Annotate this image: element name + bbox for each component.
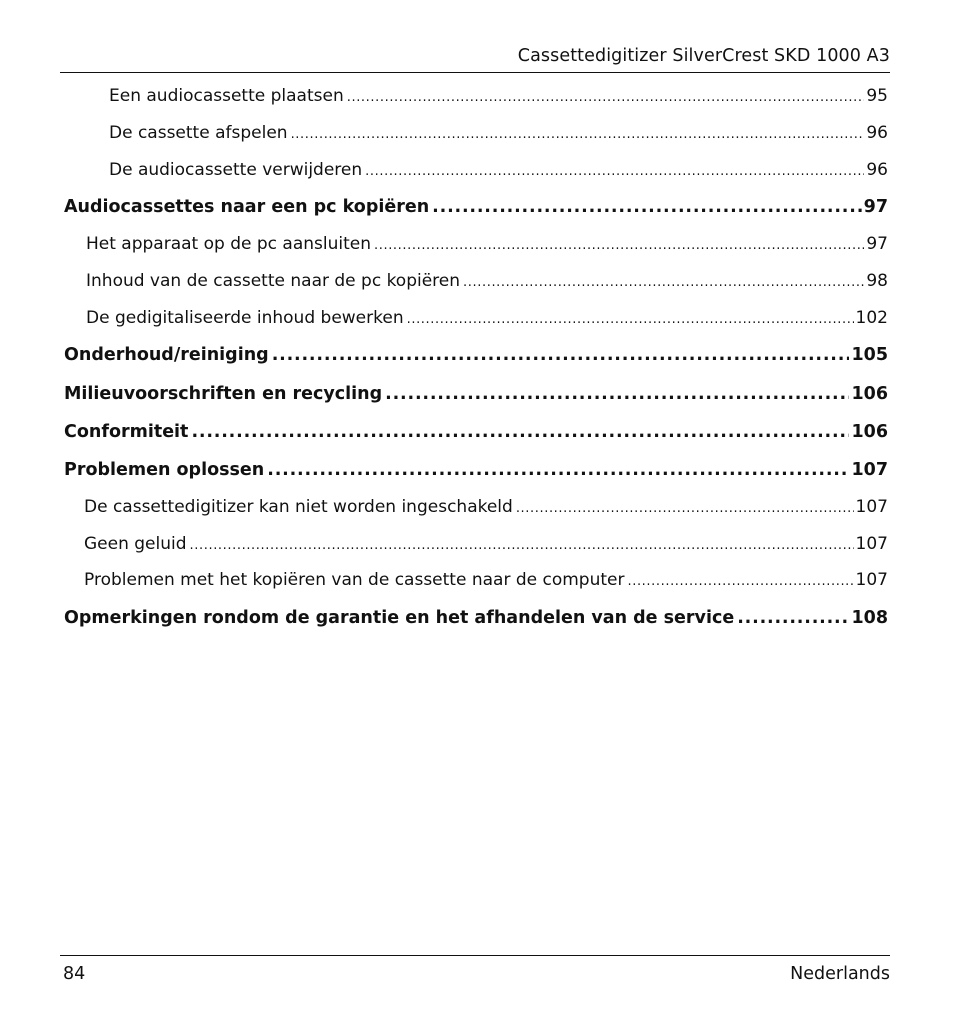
toc-section-page: 107 xyxy=(851,460,888,480)
toc-entry-page: 107 xyxy=(855,497,888,517)
toc-section-page: 106 xyxy=(851,384,888,404)
toc-entry-label: De audiocassette verwijderen xyxy=(109,160,363,180)
dot-leader xyxy=(291,127,865,142)
dot-leader xyxy=(365,164,864,179)
toc-entry[interactable] xyxy=(86,271,888,295)
toc-section[interactable] xyxy=(64,460,888,484)
toc-section-label: Onderhoud/reiniging xyxy=(64,345,269,365)
footer-rule xyxy=(60,955,890,956)
toc-entry-page: 107 xyxy=(855,570,888,590)
toc-section-label: Conformiteit xyxy=(64,422,189,442)
toc-section[interactable] xyxy=(64,345,888,369)
dot-leader xyxy=(385,384,849,404)
toc-section[interactable] xyxy=(64,197,888,221)
toc-entry[interactable] xyxy=(84,497,888,521)
toc-entry-page: 98 xyxy=(866,271,888,291)
toc-entry[interactable] xyxy=(109,160,888,184)
dot-leader xyxy=(267,460,849,480)
toc-entry[interactable] xyxy=(109,86,888,110)
toc-entry-label: De cassettedigitizer kan niet worden ingeschakeld xyxy=(84,497,513,517)
toc-section[interactable] xyxy=(64,608,888,632)
toc-section-label: Problemen oplossen xyxy=(64,460,265,480)
toc-entry[interactable] xyxy=(86,308,888,332)
toc-entry-label: De gedigitaliseerde inhoud bewerken xyxy=(86,308,404,328)
dot-leader xyxy=(347,90,865,105)
dot-leader xyxy=(737,608,849,628)
toc-entry-label: Inhoud van de cassette naar de pc kopiëren xyxy=(86,271,461,291)
dot-leader xyxy=(190,538,854,553)
toc-entry[interactable] xyxy=(84,534,888,558)
toc-section-page: 105 xyxy=(851,345,888,365)
toc-entry[interactable] xyxy=(84,570,888,594)
toc-entry-page: 107 xyxy=(855,534,888,554)
toc-section[interactable] xyxy=(64,422,888,446)
dot-leader xyxy=(516,501,854,516)
toc-entry-label: Het apparaat op de pc aansluiten xyxy=(86,234,371,254)
footer-language: Nederlands xyxy=(790,964,890,984)
dot-leader xyxy=(463,275,864,290)
toc-section-label: Opmerkingen rondom de garantie en het afhandelen van de service xyxy=(64,608,735,628)
dot-leader xyxy=(272,345,850,365)
toc-section-page: 97 xyxy=(863,197,888,217)
toc-section-page: 106 xyxy=(851,422,888,442)
toc-entry-page: 97 xyxy=(866,234,888,254)
toc-section[interactable] xyxy=(64,384,888,408)
dot-leader xyxy=(432,197,861,217)
dot-leader xyxy=(191,422,849,442)
toc-entry-page: 95 xyxy=(866,86,888,106)
toc-entry-page: 102 xyxy=(855,308,888,328)
toc-entry-page: 96 xyxy=(866,123,888,143)
running-header-title: Cassettedigitizer SilverCrest SKD 1000 A3 xyxy=(517,46,890,66)
toc-entry-label: Een audiocassette plaatsen xyxy=(109,86,344,106)
dot-leader xyxy=(627,574,853,589)
page-number: 84 xyxy=(63,964,86,984)
dot-leader xyxy=(407,312,854,327)
toc-entry[interactable] xyxy=(86,234,888,258)
dot-leader xyxy=(374,238,864,253)
toc-entry[interactable] xyxy=(109,123,888,147)
toc-section-label: Milieuvoorschriften en recycling xyxy=(64,384,383,404)
toc-entry-label: Problemen met het kopiëren van de cassette naar de computer xyxy=(84,570,625,590)
toc-entry-page: 96 xyxy=(866,160,888,180)
toc-entry-label: Geen geluid xyxy=(84,534,187,554)
toc-section-page: 108 xyxy=(851,608,888,628)
toc-entry-label: De cassette afspelen xyxy=(109,123,288,143)
toc-section-label: Audiocassettes naar een pc kopiëren xyxy=(64,197,430,217)
